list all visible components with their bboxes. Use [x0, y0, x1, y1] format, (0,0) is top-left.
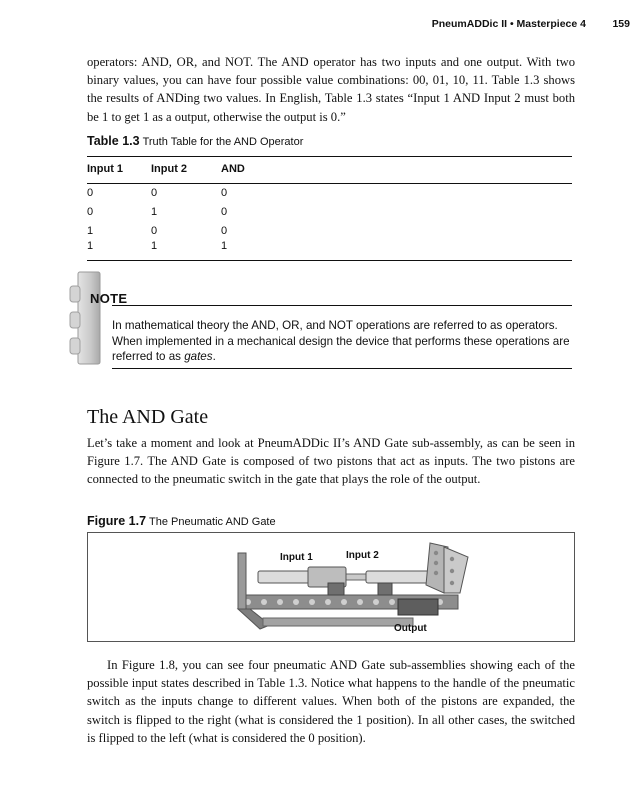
figure-number: Figure 1.7 — [87, 514, 147, 528]
figure-title: The Pneumatic AND Gate — [149, 516, 276, 528]
note-text-end: . — [212, 350, 216, 364]
note-top-rule — [112, 305, 572, 306]
table-cell: 0 — [151, 225, 158, 237]
table-cell: 1 — [151, 206, 158, 218]
table-caption — [87, 134, 303, 148]
table-bottom-rule — [87, 260, 572, 261]
figure-caption — [87, 514, 276, 528]
running-header — [0, 16, 644, 36]
note-bottom-rule — [112, 368, 572, 369]
table-title: Truth Table for the AND Operator — [142, 136, 304, 148]
table-cell: 1 — [151, 240, 158, 252]
section-heading: The AND Gate — [87, 406, 209, 428]
intro-paragraph: operators: AND, OR, and NOT. The AND operator has two inputs and one output. With two binary values, you can have four possible value combinations: 00, 01, 10, 11. Table 1.3 shows the results of ANDing two values. In English, Table 1.3 states “Input 1 AND Input 2 must both be 1 to get 1 as a output, otherwise the output is 0.” — [87, 55, 575, 124]
figure-frame — [87, 532, 575, 642]
table-cell: 1 — [221, 240, 228, 252]
table-cell: 0 — [87, 206, 94, 218]
table-top-rule — [87, 156, 572, 157]
table-header-and: AND — [221, 163, 245, 175]
table-header-input2: Input 2 — [151, 163, 188, 175]
note-title: NOTE — [90, 291, 128, 306]
table-cell: 0 — [221, 206, 228, 218]
table-cell: 0 — [151, 187, 158, 199]
table-number: Table 1.3 — [87, 134, 140, 148]
table-cell: 0 — [221, 225, 228, 237]
table-header-input1: Input 1 — [87, 163, 124, 175]
note-text-main: In mathematical theory the AND, OR, and NOT operations are referred to as operators. When implemented in a mechanical design the device that performs these operations are referred to as — [112, 319, 570, 364]
and-gate-paragraph: Let’s take a moment and look at PneumADDic II’s AND Gate sub-assembly, as can be seen in Figure 1.7. The AND Gate is composed of two pistons that act as inputs. The two pistons are connected to the pneumatic switch in the gate that plays the role of the output. — [87, 436, 575, 487]
figure-1-8-paragraph: In Figure 1.8, you can see four pneumatic AND Gate sub-assemblies showing each of the possible input states described in Table 1.3. Notice what happens to the handle of the pneumatic switch as the inputs change to different values. When both of the pistons are expanded, the switch is flipped to the right (what is considered the 1 position). In all other cases, the switched is flipped to the left (what is considered the 0 position). — [87, 658, 575, 745]
running-head-title: PneumADDic II • Masterpiece 4 — [431, 18, 586, 30]
table-cell: 0 — [221, 187, 228, 199]
output-label: Output — [394, 623, 427, 634]
note-emphasis: gates — [184, 350, 213, 364]
table-cell: 1 — [87, 240, 94, 252]
page-number: 159 — [612, 18, 630, 30]
input1-label: Input 1 — [280, 552, 313, 563]
input2-label: Input 2 — [346, 550, 379, 561]
table-cell: 0 — [87, 187, 94, 199]
and-gate-illustration — [88, 533, 576, 643]
lego-brick-icon — [68, 270, 102, 366]
note-text — [112, 318, 572, 365]
table-header-rule — [87, 183, 572, 184]
table-cell: 1 — [87, 225, 94, 237]
